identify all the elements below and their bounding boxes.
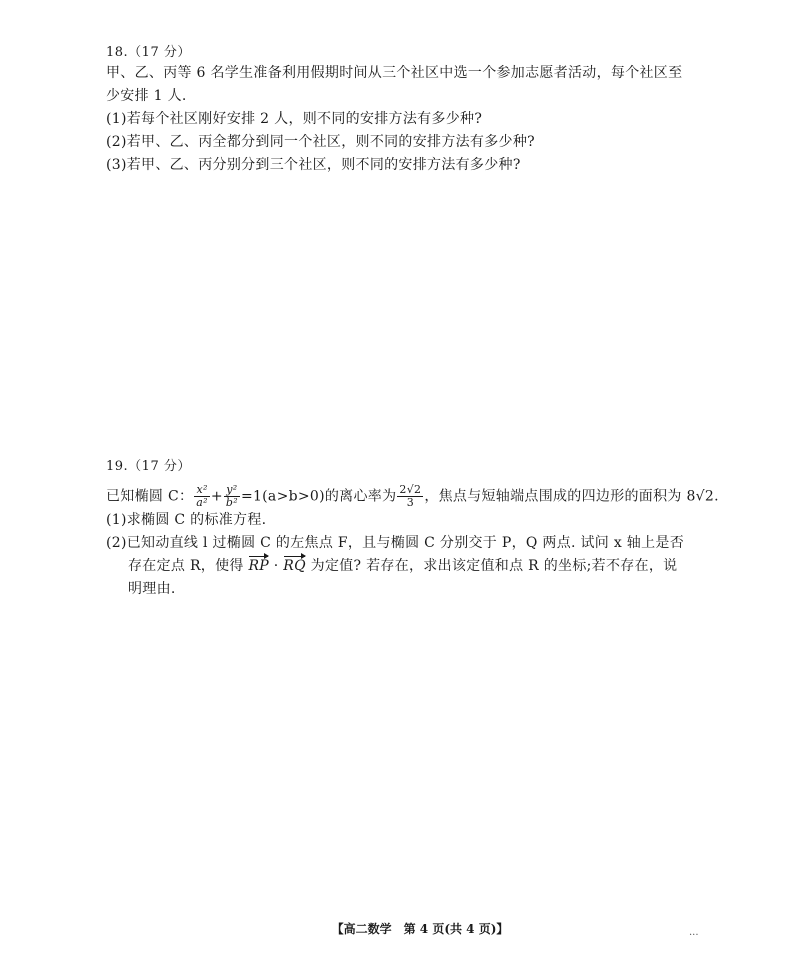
problem-19 xyxy=(106,458,719,601)
problem-19-part2-line2 xyxy=(106,555,706,578)
equation-tail: =1(a>b>0)的离心率为 xyxy=(240,488,397,505)
problem-19-number: 19.（17 分） xyxy=(106,459,191,474)
page-footer: 【高二数学 第 4 页(共 4 页)】 xyxy=(331,922,509,936)
fraction-x-denominator: a² xyxy=(196,496,208,509)
problem-18-part2: (2)若甲、乙、丙全都分到同一个社区，则不同的安排方法有多少种? xyxy=(106,134,535,150)
problem-19-stem-suffix: ，焦点与短轴端点围成的四边形的面积为 8√2. xyxy=(424,488,719,505)
corner-mark: ... xyxy=(689,927,699,938)
problem-18 xyxy=(106,44,706,177)
problem-19-part1: (1)求椭圆 C 的标准方程. xyxy=(106,512,267,528)
problem-19-stem xyxy=(106,483,719,509)
problem-18-part3: (3)若甲、乙、丙分别分到三个社区，则不同的安排方法有多少种? xyxy=(106,157,521,173)
problem-18-stem-line1: 甲、乙、丙等 6 名学生准备利用假期时间从三个社区中选一个参加志愿者活动，每个社区至 xyxy=(106,65,683,81)
problem-19-stem-prefix: 已知椭圆 C： xyxy=(106,488,194,505)
problem-19-part2-line3: 明理由. xyxy=(128,581,176,597)
ellipse-fraction-x xyxy=(194,484,210,509)
problem-18-number: 18.（17 分） xyxy=(106,45,191,60)
problem-18-stem-line2: 少安排 1 人. xyxy=(106,88,187,104)
part2-line2-start: 存在定点 R，使得 xyxy=(128,558,249,574)
fraction-y-numerator: y² xyxy=(224,484,240,497)
plus-sign: + xyxy=(210,488,223,505)
dot-operator: · xyxy=(269,558,284,574)
eccentricity-fraction xyxy=(397,484,423,509)
ellipse-fraction-y xyxy=(224,484,240,509)
part2-line2-end: 为定值? 若存在，求出该定值和点 R 的坐标;若不存在，说 xyxy=(305,558,678,574)
eccentricity-denominator: 3 xyxy=(406,496,414,509)
problem-18-part1: (1)若每个社区刚好安排 2 人，则不同的安排方法有多少种? xyxy=(106,111,483,127)
fraction-x-numerator: x² xyxy=(194,484,210,497)
eccentricity-numerator: 2√2 xyxy=(399,483,422,496)
vector-rq: RQ xyxy=(283,555,306,578)
vector-rp: RP xyxy=(248,555,269,578)
problem-19-part2-line1: (2)已知动直线 l 过椭圆 C 的左焦点 F，且与椭圆 C 分别交于 P，Q 两点. 试问 x 轴上是否 xyxy=(106,535,684,551)
fraction-y-denominator: b² xyxy=(225,496,238,509)
